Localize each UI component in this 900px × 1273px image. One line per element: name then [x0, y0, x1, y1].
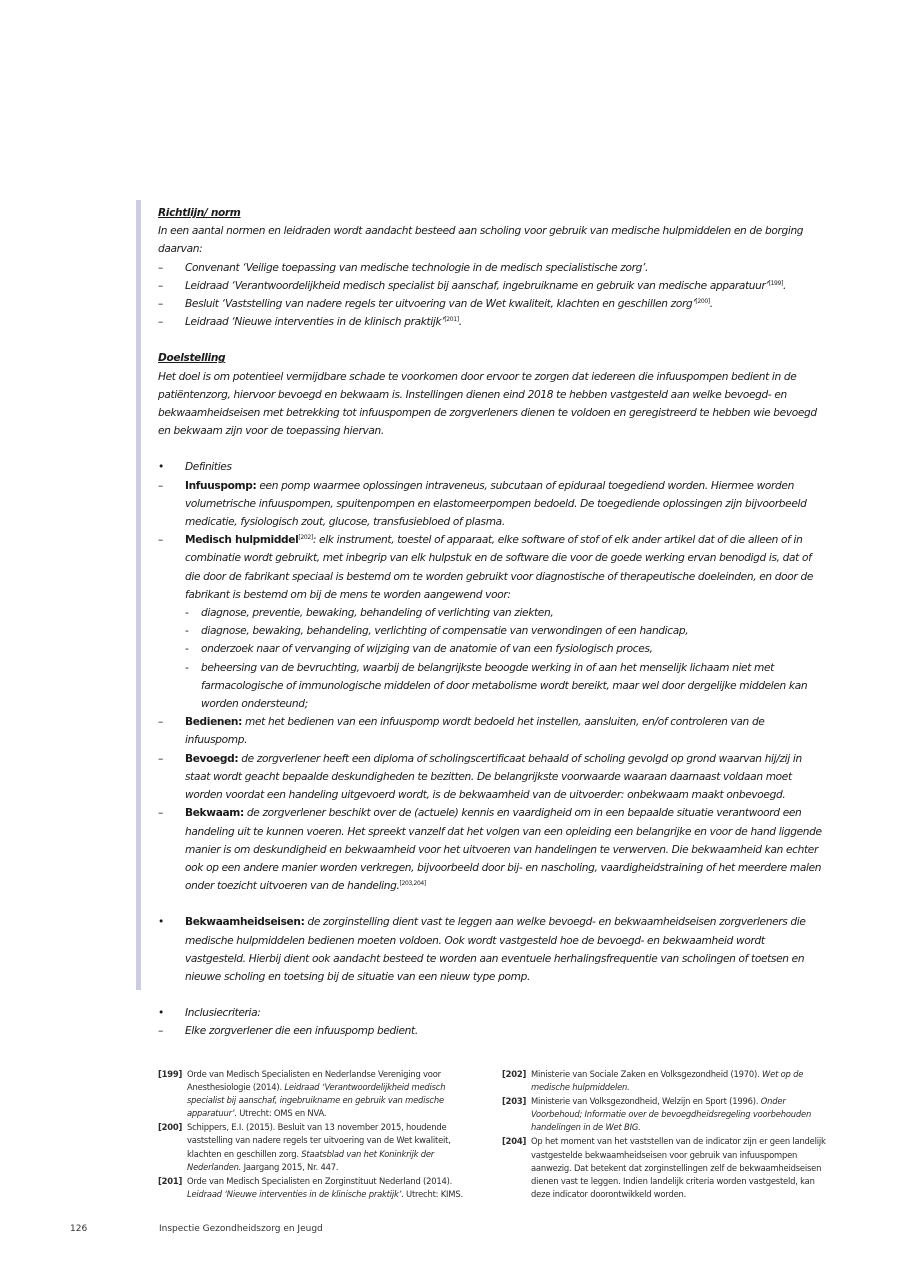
list-item: – Convenant ‘Veilige toepassing van medische technologie in de medisch specialistische zorg’. [158, 259, 828, 277]
section-heading: Richtlijn/ norm [158, 207, 241, 219]
definition-term: Medisch hulpmiddel [185, 534, 299, 547]
section-definities [158, 458, 828, 895]
section-inclusiecriteria [158, 1004, 828, 1040]
sub-list-item: - onderzoek naar of vervanging of wijziging van de anatomie of van een fysiologisch proces, [158, 640, 828, 658]
paragraph: Het doel is om potentieel vermijdbare schade te voorkomen door ervoor te zorgen dat iedereen die infuuspompen bedient in de patiëntenzorg, hiervoor bevoegd en bekwaam is. Instellingen dienen eind 2018 te hebben vastgesteld aan welke bevoegd- en bekwaamheidseisen met betrekking tot infuuspompen de zorgverleners dienen te voldoen en geregistreerd te hebben wie bevoegd en bekwaam zijn voor de toepassing hiervan. [158, 370, 817, 438]
dash-marker: – [158, 316, 163, 329]
running-footer-title: Inspectie Gezondheidszorg en Jeugd [159, 1224, 323, 1234]
list-item: – Besluit ‘Vaststelling van nadere regels ter uitvoering van de Wet kwaliteit, klachten en geschillen zorg’[200]. [158, 295, 828, 313]
dash-marker: – [158, 1025, 163, 1038]
footnote: [202] Ministerie van Sociale Zaken en Volksgezondheid (1970). Wet op de medische hulpmiddelen. [502, 1069, 804, 1093]
bullet-item: • Definities [158, 458, 828, 476]
footnotes-left [158, 1068, 483, 1202]
sub-list-item: - diagnose, preventie, bewaking, behandeling of verlichting van ziekten, [158, 604, 828, 622]
bullet-item: • Inclusiecriteria: [158, 1004, 828, 1022]
dash-marker: – [158, 752, 163, 765]
footnote-number: [202] [502, 1069, 527, 1079]
dash-marker: – [158, 479, 163, 492]
dash-marker: – [158, 261, 163, 274]
footnote-ref[interactable]: [199] [768, 279, 783, 287]
footnote: [203] Ministerie van Volksgezondheid, Welzijn en Sport (1996). Onder Voorbehoud; Informatie over de bevoegdheidsregeling voorbehouden handelingen in de Wet BIG. [502, 1096, 812, 1133]
section-heading: Doelstelling [158, 352, 226, 365]
list-item: – Elke zorgverlener die een infuuspomp bedient. [158, 1022, 828, 1040]
bullet-marker: • [158, 1007, 164, 1020]
definition-item: – Infuuspomp: een pomp waarmee oplossingen intraveneus, subcutaan of epiduraal toegediend worden. Hiermee worden volumetrische infuuspompen, spuitenpompen en elastomeerpompen bedoeld. De toegediende oplossingen zijn bijvoorbeeld medicatie, fysiologisch zout, glucose, transfusiebloed of plasma. [158, 477, 828, 532]
hyphen-marker: - [185, 661, 189, 674]
sub-list-item: - diagnose, bewaking, behandeling, verlichting of compensatie van verwondingen of een handicap, [158, 622, 828, 640]
footnote: [201] Orde van Medisch Specialisten en Zorginstituut Nederland (2014). Leidraad ‘Nieuwe interventies in de klinische praktijk’. Utrecht: KIMS. [158, 1175, 463, 1199]
definition-term: Bekwaamheidseisen: [185, 916, 305, 929]
section-doelstelling [158, 349, 828, 440]
footnote-number: [203] [502, 1096, 527, 1107]
definition-term: Bevoegd: [185, 752, 239, 765]
footnote-number: [200] [158, 1122, 183, 1133]
definition-term: Bekwaam: [185, 807, 244, 820]
main-content [158, 204, 828, 1041]
dash-marker: – [158, 279, 163, 292]
definition-item: – Bedienen: met het bedienen van een infuuspomp wordt bedoeld het instellen, aansluiten, en/of controleren van de infuuspomp. [158, 713, 828, 749]
list-item: – Leidraad ‘Verantwoordelijkheid medisch specialist bij aanschaf, ingebruikname en gebruik van medische apparatuur’[199]. [158, 277, 828, 295]
footnote-number: [204] [502, 1136, 527, 1147]
definition-item: – Bekwaam: de zorgverlener beschikt over de (actuele) kennis en vaardigheid om in een bepaalde situatie verantwoord een handeling uit te kunnen voeren. Het spreekt vanzelf dat het volgen van een opleiding een belangrijke en voor de hand liggende manier is om deskundigheid en bekwaamheid voor het uitvoeren van handelingen te verwerven. Die bekwaamheid kan echter ook op een andere manier worden verkregen, bijvoorbeeld door bij- en nascholing, vaardigheidstraining of het meerdere malen onder toezicht uitvoeren van de handeling.[203,204] [158, 804, 828, 895]
bullet-marker: • [158, 916, 164, 929]
definition-item: – Bevoegd: de zorgverlener heeft een diploma of scholingscertificaat behaald of scholing gevolgd op grond waarvan hij/zij in staat wordt geacht bepaalde deskundigheden te bezitten. De belangrijkste voorwaarde waaraan daarnaast voldaan moet worden voordat een handeling uitgevoerd wordt, is de bekwaamheid van de uitvoerder: onbekwaam maakt onbevoegd. [158, 750, 828, 805]
hyphen-marker: - [185, 607, 189, 620]
section-richtlijn [158, 204, 828, 331]
definition-item: – Medisch hulpmiddel[202]: elk instrument, toestel of apparaat, elke software of stof of elk ander artikel dat of die alleen of in combinatie wordt gebruikt, met inbegrip van elk hulpstuk en de software die voor de goede werking ervan benodigd is, dat of die door de fabrikant speciaal is bestemd om te worden gebruikt voor diagnostische of therapeutische doeleinden, en door de fabrikant is bestemd om bij de mens te worden aangewend voor: [158, 531, 828, 604]
footnote-ref[interactable]: [201] [444, 316, 459, 324]
definition-term: Infuuspomp: [185, 479, 257, 492]
footnote: [204] Op het moment van het vaststellen van de indicator zijn er geen landelijk vastgestelde bekwaamheidseisen voor gebruik van infuuspompen aanwezig. Dat betekent dat zorginstellingen zelf de bekwaamheidseisen dienen vast te leggen. Indien landelijk criteria worden vastgesteld, kan deze indicator doorontwikkeld worden. [502, 1136, 826, 1199]
dash-marker: – [158, 807, 163, 820]
definition-term: Bedienen: [185, 716, 243, 729]
list-item: – Leidraad ‘Nieuwe interventies in de klinisch praktijk’[201]. [158, 313, 828, 331]
spacer [158, 986, 828, 1004]
footnote-ref[interactable]: [200] [695, 298, 710, 306]
spacer [158, 895, 828, 913]
dash-marker: – [158, 298, 163, 311]
hyphen-marker: - [185, 625, 189, 638]
dash-marker: – [158, 534, 163, 547]
footnote-number: [201] [158, 1175, 183, 1186]
footnote: [199] Orde van Medisch Specialisten en Nederlandse Vereniging voor Anesthesiologie (2014). Leidraad ‘Verantwoordelijkheid medisch specialist bij aanschaf, ingebruikname en gebruik van medische apparatuur’. Utrecht: OMS en NVA. [158, 1069, 446, 1119]
bullet-item: • Bekwaamheidseisen: de zorginstelling dient vast te leggen aan welke bevoegd- en bekwaamheidseisen zorgverleners die medische hulpmiddelen bedienen moeten voldoen. Ook wordt vastgesteld hoe de bevoegd- en bekwaamheid wordt vastgesteld. Hierbij dient ook aandacht besteed te worden aan eventuele herhalingsfrequentie van scholingen of toetsen en nieuwe scholing en toetsing bij de situatie van een nieuw type pomp. [158, 913, 828, 986]
section-bekwaamheidseisen [158, 913, 828, 986]
paragraph: In een aantal normen en leidraden wordt aandacht besteed aan scholing voor gebruik van medische hulpmiddelen en de borging daarvan: [158, 225, 804, 256]
sub-list-item: - beheersing van de bevruchting, waarbij de belangrijkste beoogde werking in of aan het menselijk lichaam niet met farmacologische of immunologische middelen of door metabolisme wordt bereikt, maar wel door dergelijke middelen kan worden ondersteund; [158, 659, 828, 714]
page-number: 126 [70, 1224, 88, 1234]
footnotes-right [502, 1068, 827, 1202]
footnote: [200] Schippers, E.I. (2015). Besluit van 13 november 2015, houdende vaststelling van nadere regels ter uitvoering van de Wet kwaliteit, klachten en geschillen zorg. Staatsblad van het Koninkrijk der Nederlanden. Jaargang 2015, Nr. 447. [158, 1122, 451, 1172]
footnote-ref[interactable]: [203,204] [399, 880, 426, 888]
section-sidebar-bar [136, 200, 141, 990]
footnote-ref[interactable]: [202] [298, 534, 313, 542]
dash-marker: – [158, 716, 163, 729]
hyphen-marker: - [185, 643, 189, 656]
bullet-marker: • [158, 461, 164, 474]
footnote-number: [199] [158, 1069, 183, 1079]
